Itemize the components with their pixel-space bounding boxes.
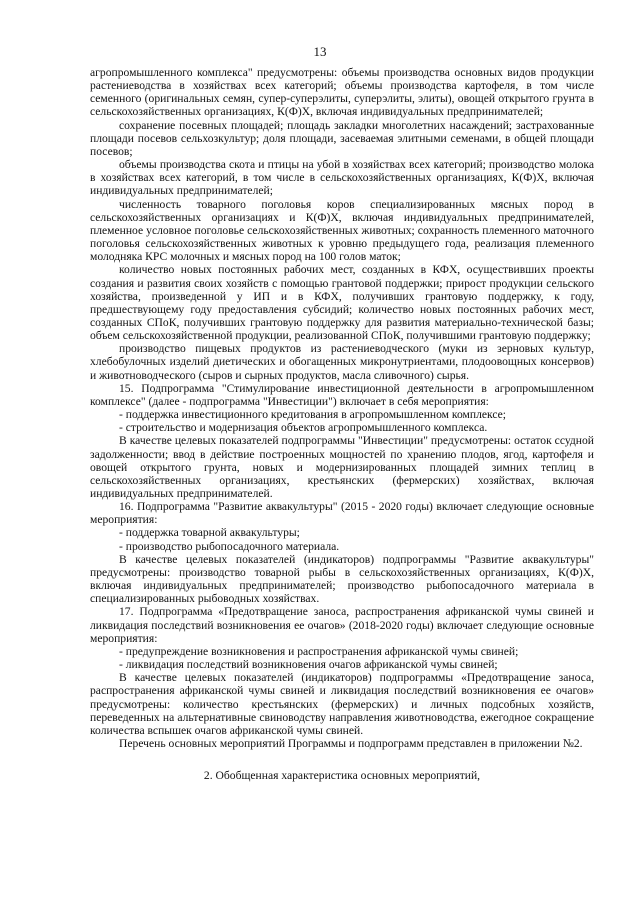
paragraph-continued-indicators: агропромышленного комплекса" предусмотрены: объемы производства основных видов продукции растениеводства в хозяйствах всех категорий; объемы производства картофеля, в том числе семенного (оригинальных семян, супер-суперэлиты, суперэлиты, элиты), овощей открытого грунта в сельскохозяйственных организациях, К(Ф)Х, включая индивидуальных предпринимателей; — [90, 66, 594, 119]
list-item-fish-stock: - производство рыбопосадочного материала. — [119, 539, 340, 553]
page-number: 13 — [313, 44, 327, 59]
paragraph-sown-areas: сохранение посевных площадей; площадь закладки многолетних насаждений; застрахованные площади посевов сельхозкультур; доля площади, засеваемая элитными семенами, в общей площади посевов; — [90, 118, 594, 158]
list-item-asf-prevention: - предупреждение возникновения и распространения африканской чумы свиней; — [119, 644, 519, 658]
list-item-construction: - строительство и модернизация объектов агропромышленного комплекса. — [119, 421, 488, 435]
document-body — [90, 66, 594, 782]
paragraph-new-jobs: количество новых постоянных рабочих мест, созданных в КФХ, осуществивших проекты создания и развития своих хозяйств с помощью грантовой поддержки; прирост продукции сельского хозяйства, произведенной у ИП и в КФХ, получивших грантовую поддержку, к году, предшествующему году предоставления субсидий; количество новых постоянных рабочих мест, созданных СПоК, получивших грантовую поддержку для развития материально-технической базы; объем сельскохозяйственной продукции, реализованной СПоК, получившими грантовую поддержку; — [90, 263, 594, 343]
paragraph-subprogram-16: 16. Подпрограмма "Развитие аквакультуры" (2015 - 2020 годы) включает следующие основные мероприятия: — [90, 500, 594, 527]
paragraph-livestock-production: объемы производства скота и птицы на убой в хозяйствах всех категорий; производство молока в хозяйствах всех категорий, в том числе в сельскохозяйственных организациях, К(Ф)Х, включая индивидуальных предпринимателей; — [90, 158, 594, 198]
paragraph-food-products: производство пищевых продуктов из растениеводческого (муки из зерновых культур, хлебобулочных изделий диетических и обогащенных микронутриентами, плодоовощных консервов) и животноводческого (сыров и сырных продуктов, масла сливочного) сырья. — [90, 342, 594, 382]
paragraph-investment-indicators: В качестве целевых показателей подпрограммы "Инвестиции" предусмотрены: остаток ссудной задолженности; ввод в действие построенных мощностей по хранению плодов, ягод, картофеля и овощей открытого грунта, новых и модернизированных площадей зимних теплиц в сельскохозяйственных организациях, крестьянских (фермерских) хозяйствах, включая индивидуальных предпринимателей. — [90, 434, 594, 500]
section-heading: 2. Обобщенная характеристика основных мероприятий, — [203, 769, 481, 783]
paragraph-subprogram-17: 17. Подпрограмма «Предотвращение заноса, распространения африканской чумы свиней и ликвидация последствий возникновения ее очагов» (2018-2020 годы) включает следующие основные мероприятия: — [90, 605, 594, 645]
paragraph-appendix-reference: Перечень основных мероприятий Программы и подпрограмм представлен в приложении №2. — [119, 736, 583, 750]
paragraph-subprogram-15: 15. Подпрограмма "Стимулирование инвестиционной деятельности в агропромышленном комплексе" (далее - подпрограмма "Инвестиции") включает в себя мероприятия: — [90, 381, 594, 408]
list-item-aquaculture-support: - поддержка товарной аквакультуры; — [119, 526, 300, 540]
paragraph-breeding-livestock: численность товарного поголовья коров специализированных мясных пород в сельскохозяйственных организациях и К(Ф)Х, включая индивидуальных предпринимателей, племенное условное поголовье сельскохозяйственных животных; сохранность племенного маточного поголовья сельскохозяйственных животных к уровню предыдущего года, реализация племенного молодняка КРС молочных и мясных пород на 100 голов маток; — [90, 197, 594, 264]
paragraph-aquaculture-indicators: В качестве целевых показателей (индикаторов) подпрограммы "Развитие аквакультуры" предусмотрены: производство товарной рыбы в сельскохозяйственных организациях, К(Ф)Х, включая индивидуальных предпринимателей; производство рыбопосадочного материала в специализированных рыбоводных хозяйствах. — [90, 552, 594, 606]
list-item-asf-liquidation: - ликвидация последствий возникновения очагов африканской чумы свиней; — [119, 658, 498, 672]
paragraph-asf-indicators: В качестве целевых показателей (индикаторов) подпрограммы «Предотвращение заноса, распространения африканской чумы свиней и ликвидация последствий возникновения ее очагов» предусмотрены: количество крестьянских (фермерских) и личных подсобных хозяйств, переведенных на альтернативные свиноводству направления животноводства, ежегодное сокращение количества вспышек очагов африканской чумы свиней. — [90, 671, 594, 737]
list-item-investment-lending: - поддержка инвестиционного кредитования в агропромышленном комплексе; — [119, 408, 507, 422]
